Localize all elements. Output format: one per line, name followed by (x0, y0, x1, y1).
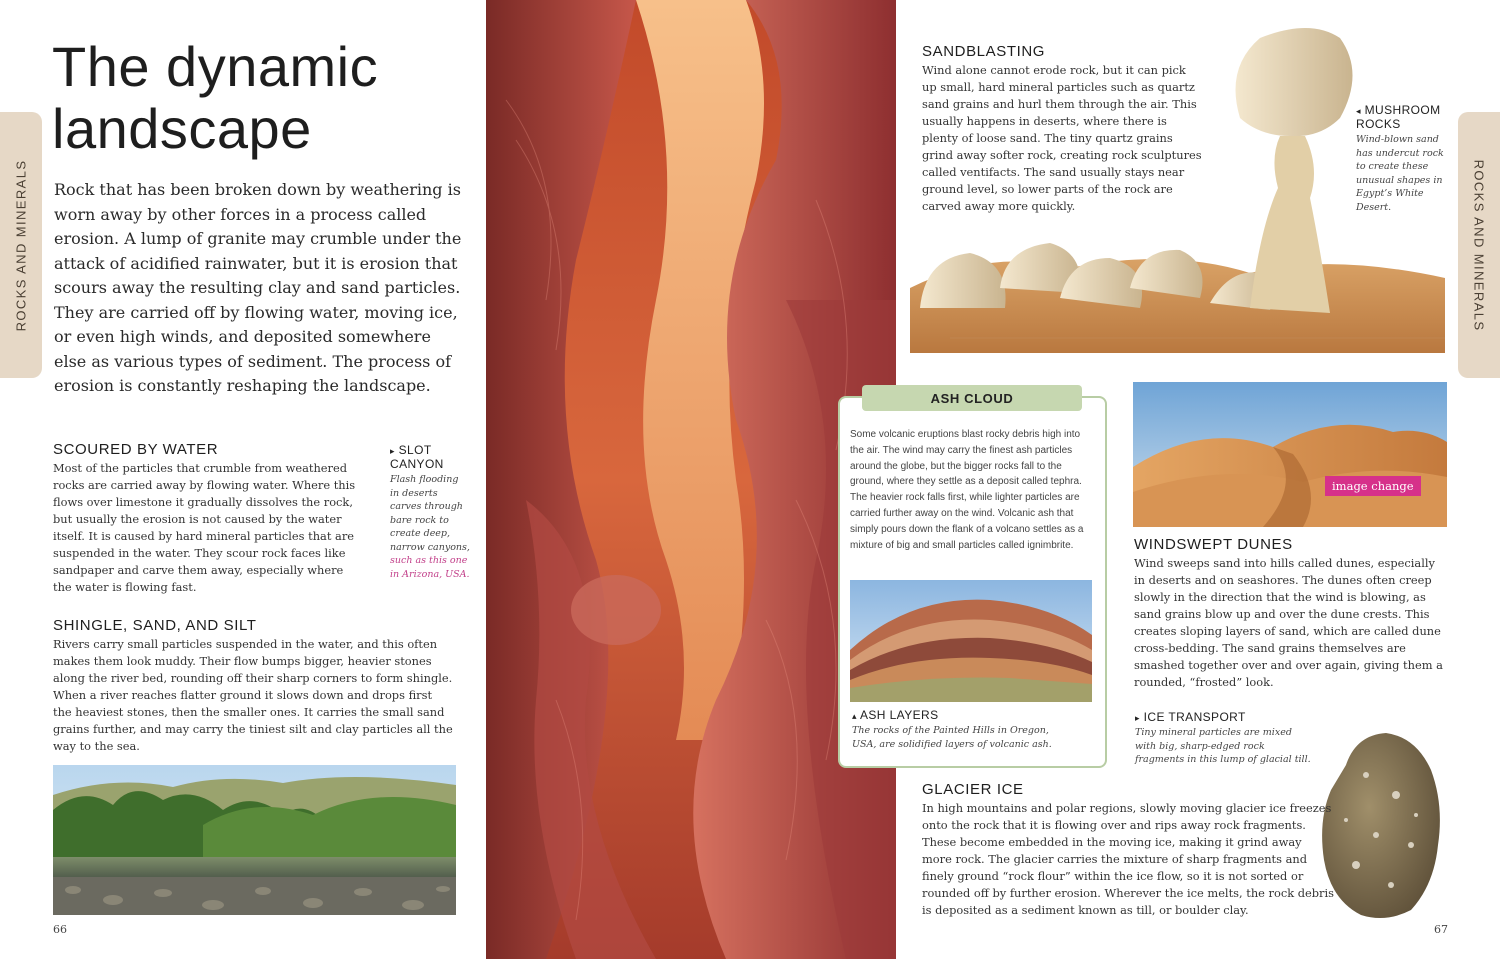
page-number-right: 67 (1434, 923, 1448, 936)
slot-canyon-heading: ▸ SLOT CANYON (390, 443, 444, 471)
image-change-label: image change (1325, 476, 1421, 496)
side-tab-label: ROCKS AND MINERALS (13, 159, 29, 331)
side-tab-left (0, 112, 42, 378)
slot-canyon-link[interactable]: such as this one in Arizona, USA. (390, 555, 470, 580)
side-tab-right (1458, 112, 1500, 378)
page-title (52, 36, 472, 160)
sandblasting-text: Wind alone cannot erode rock, but it can pick up small, hard mineral particles such as quartz sand grains and hurl them through the air. This usually happens in deserts, where there is plenty of loose sand. The tiny quartz grains grind away softer rock, creating rock sculptures called ventifacts. The sand usually stays near ground level, so lower parts of the rock are carved away more quickly. (922, 63, 1202, 213)
ash-layers-text: The rocks of the Painted Hills in Oregon, USA, are solidified layers of volcanic ash. (852, 725, 1052, 750)
painted-hills-photo (850, 580, 1092, 702)
up-arrow-icon: ▴ (852, 711, 857, 721)
dunes-heading: WINDSWEPT DUNES (1134, 536, 1293, 553)
left-arrow-icon: ◂ (1356, 106, 1361, 116)
ash-layers-heading: ▴ ASH LAYERS (852, 708, 939, 722)
ash-layers-caption (852, 709, 1092, 751)
mushroom-rocks-heading: ◂ MUSHROOM ROCKS (1356, 103, 1441, 131)
page-title-line-1: The dynamic (52, 35, 379, 98)
right-arrow-icon: ▸ (1135, 713, 1140, 723)
sandblasting-heading: SANDBLASTING (922, 43, 1046, 60)
shingle-text: Rivers carry small particles suspended in the water, and this often makes them look muddy. Their flow bumps bigger, heavier stones along the river bed, rounding off their sharp corners to form shingle. When a river reaches flatter ground it slows down and drops first the heaviest stones, then the smaller ones. It carries the small sand grains further, and may carry the tiniest silt and clay particles all the way to the sea. (53, 637, 453, 753)
glacial-till-photo (1316, 725, 1448, 925)
glacier-heading: GLACIER ICE (922, 781, 1024, 798)
ash-cloud-heading: ASH CLOUD (930, 390, 1014, 406)
ice-transport-heading: ▸ ICE TRANSPORT (1135, 710, 1246, 724)
slot-canyon-photo (486, 0, 896, 959)
ice-transport-caption (1135, 711, 1315, 767)
right-arrow-icon: ▸ (390, 446, 395, 456)
slot-canyon-text: Flash flooding in deserts carves through bare rock to create deep, narrow canyons, such as this one in Arizona, USA. (390, 474, 470, 580)
page-title-line-2: landscape (52, 97, 312, 160)
dunes-photo (1133, 382, 1447, 527)
scoured-heading: SCOURED BY WATER (53, 441, 219, 458)
intro-paragraph: Rock that has been broken down by weathering is worn away by other forces in a process called erosion. A lump of granite may crumble under the attack of acidified rainwater, but it is erosion that scours away the resulting clay and sand particles. They are carried off by flowing water, moving ice, or even high winds, and deposited somewhere else as various types of sediment. The process of erosion is constantly reshaping the landscape. (54, 180, 462, 395)
side-tab-label: ROCKS AND MINERALS (1471, 159, 1487, 331)
mushroom-rocks-caption (1356, 104, 1448, 214)
ice-transport-text: Tiny mineral particles are mixed with big, sharp-edged rock fragments in this lump of glacial till. (1135, 727, 1311, 765)
ash-cloud-text: Some volcanic eruptions blast rocky debris high into the air. The wind may carry the finest ash particles around the globe, but the bigger rocks fall to the ground, where they settle as a deposit called tephra. The heavier rock falls first, while lighter particles are carried further away on the wind. Volcanic ash that simply pours down the flank of a volcano settles as a mixture of big and small particles called ignimbrite. (850, 429, 1084, 551)
mushroom-rocks-text: Wind-blown sand has undercut rock to create these unusual shapes in Egypt’s White Desert. (1356, 134, 1444, 213)
dunes-text: Wind sweeps sand into hills called dunes, especially in deserts and on seashores. The dunes often creep slowly in the direction that the wind is blowing, as sand grains blow up and over the dune crests. This creates sloping layers of sand, which are called dune cross-bedding. The sand grains themselves are smashed together over and over again, giving them a rounded, “frosted” look. (1134, 556, 1443, 689)
scoured-text: Most of the particles that crumble from weathered rocks are carried away by flowing water. Where this flows over limestone it gradually dissolves the rock, but usually the erosion is not caused by the water itself. It is caused by hard mineral particles that are suspended in the water. They scour rock faces like sandpaper and carve them away, especially where the water is flowing fast. (53, 461, 356, 594)
shingle-heading: SHINGLE, SAND, AND SILT (53, 617, 257, 634)
slot-canyon-caption (390, 444, 470, 581)
page-number-left: 66 (53, 923, 67, 936)
glacier-text: In high mountains and polar regions, slowly moving glacier ice freezes onto the rock that it is flowing over and rips away rock fragments. These become embedded in the moving ice, making it grind away more rock. The glacier carries the mixture of sharp fragments and finely ground “rock flour” within the ice flow, so it is not sorted or rounded off by further erosion. Wherever the ice melts, the rock debris is deposited as a sediment known as till, or boulder clay. (922, 801, 1334, 917)
ash-cloud-tab (862, 385, 1082, 411)
river-photo (53, 765, 456, 915)
